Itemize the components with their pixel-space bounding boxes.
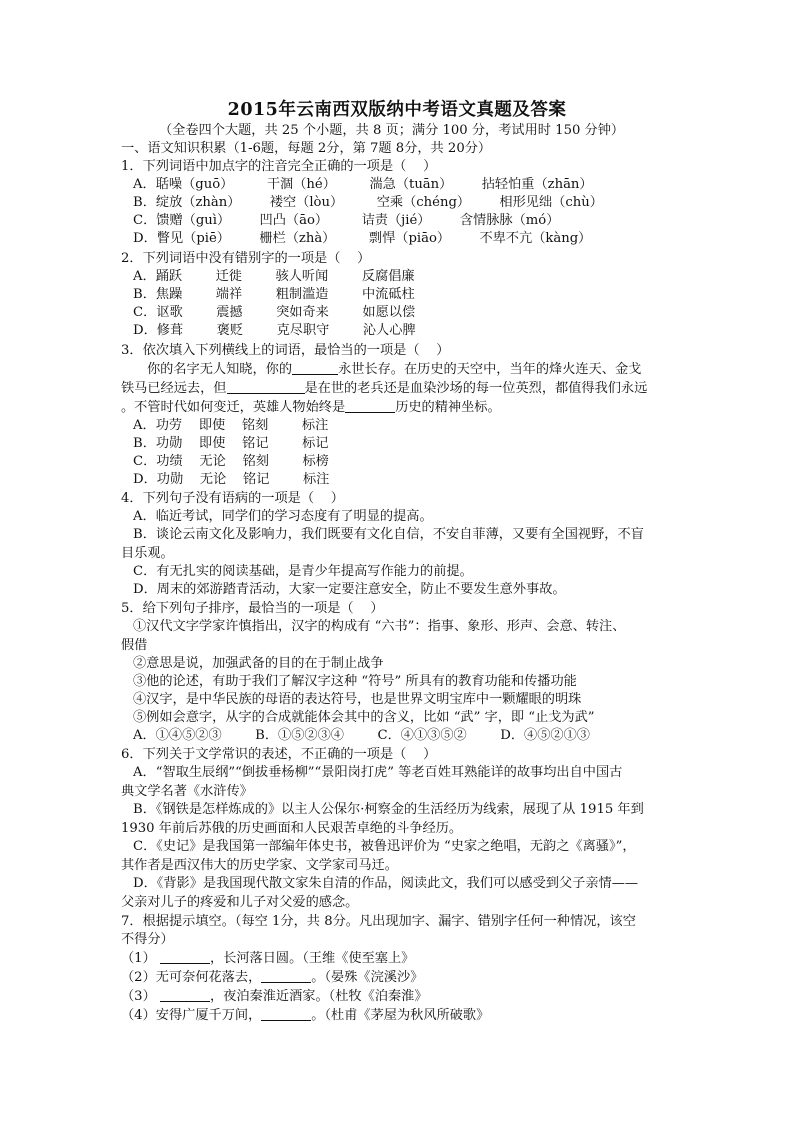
question-4-stem: 4．下列句子没有语病的一项是（ ）: [121, 491, 344, 506]
fill-blank[interactable]: [261, 1007, 311, 1021]
question-5-sentence-4: ④汉字，是中华民族的母语的表达符号，也是世界文明宝库中一颗耀眼的明珠: [133, 692, 582, 707]
question-3-option-c: C．功绩 无论 铭刻 标榜: [133, 454, 329, 469]
question-1-option-d: D．瞥见（piē） 栅栏（zhà） 剽悍（piāo） 不卑不亢（kàng）: [133, 231, 592, 246]
question-4-option-a: A．临近考试，同学们的学习态度有了明显的提高。: [133, 509, 433, 524]
passage-text: 你的名字无人知晓，你的: [147, 362, 293, 377]
question-2-stem: 2．下列词语中没有错别字的一项是（ ）: [121, 251, 371, 266]
question-3-option-d: D．功勋 无论 铭记 标注: [133, 472, 330, 487]
question-6-option-b-cont: 1930 年前后苏俄的历史画面和人民艰苦卓绝的斗争经历。: [121, 821, 463, 836]
question-5-sentence-1: ①汉代文字学家许慎指出，汉字的构成有 “六书”：指事、象形、形声、会意、转注、: [133, 619, 626, 634]
item-text: （3）: [121, 989, 156, 1004]
question-6-option-b: B．《钢铁是怎样炼成的》以主人公保尔·柯察金的生活经历为线索，展现了从 1915 年到: [133, 802, 644, 817]
question-1-option-b: B．绽放（zhàn） 褛空（lòu） 空乘（chéng） 相形见绌（chù）: [133, 195, 603, 210]
question-6-option-d-cont: 父亲对儿子的疼爱和儿子对父爱的感念。: [121, 895, 359, 910]
question-2-option-a: A．踊跃 迁徙 骇人听闻 反腐倡廉: [133, 269, 415, 284]
question-7-item-3: [121, 988, 428, 1005]
question-6-option-c-cont: 其作者是西汉伟大的历史学家、文学家司马迁。: [121, 858, 398, 873]
question-5-sentence-3: ③他的论述，有助于我们了解汉字这种 “符号” 所具有的教育功能和传播功能: [133, 674, 577, 689]
passage-text: 永世长存。在历史的天空中，当年的烽火连天、金戈: [338, 362, 642, 377]
question-5-sentence-5: ⑤例如会意字，从字的合成就能体会其中的含义，比如 “武” 字，即 “止戈为武”: [133, 710, 595, 725]
question-3-option-b: B．功勋 即使 铭记 标记: [133, 436, 329, 451]
item-text: 。（晏殊《浣溪沙》: [311, 970, 424, 985]
question-2-option-c: C．讴歌 震撼 突如奇来 如愿以偿: [133, 305, 416, 320]
question-4-option-c: C．有无扎实的阅读基础，是青少年提高写作能力的前提。: [133, 564, 473, 579]
question-1-stem: 1．下列词语中加点字的注音完全正确的一项是（ ）: [121, 159, 437, 174]
question-3-passage-line-1: [147, 361, 641, 378]
question-3-passage-line-2: [121, 380, 647, 397]
item-text: （2）无可奈何花落去，: [121, 970, 262, 985]
question-7-item-1: [121, 950, 414, 967]
fill-blank[interactable]: [227, 380, 305, 394]
page-title: 2015年云南西双版纳中考语文真题及答案: [227, 100, 567, 120]
question-2-option-d: D．修葺 褒贬 克尽职守 沁人心脾: [133, 323, 416, 338]
question-3-option-a: A．功劳 即使 铭刻 标注: [133, 418, 329, 433]
question-2-option-b: B．焦躁 端祥 粗制滥造 中流砥柱: [133, 287, 415, 302]
question-1-option-a: A．聒噪（guō） 干涸（hé） 湍急（tuān） 拈轻怕重（zhān）: [133, 177, 593, 192]
fill-blank[interactable]: [160, 950, 210, 964]
question-6-stem: 6．下列关于文学常识的表述，不正确的一项是（ ）: [121, 747, 437, 762]
question-4-option-b: B．谈论云南文化及影响力，我们既要有文化自信，不安自菲薄，又要有全国视野，不盲: [133, 527, 644, 542]
question-5-options: A．①④⑤②③ B．①⑤②③④ C．④①③⑤② D．④⑤②①③: [133, 728, 590, 743]
question-7-item-4: [121, 1007, 489, 1024]
question-3-passage-line-3: [121, 399, 501, 416]
fill-blank[interactable]: [160, 988, 210, 1002]
question-5-sentence-2: ②意思是说，加强武备的目的在于制止战争: [133, 656, 384, 671]
item-text: 。（杜甫《茅屋为秋风所破歌》: [311, 1008, 490, 1023]
exam-subtitle: （全卷四个大题，共 25 个小题，共 8 页；满分 100 分，考试用时 150 分钟）: [159, 123, 625, 138]
question-4-option-b-cont: 目乐观。: [121, 546, 174, 561]
passage-text: 铁马已经远去，但: [121, 381, 227, 396]
passage-text: 。不管时代如何变迁，英雄人物始终是: [121, 400, 346, 415]
question-7-stem-cont: 不得分）: [121, 932, 174, 947]
item-text: （4）安得广厦千万间，: [121, 1008, 262, 1023]
item-text: ，长河落日圆。（王维《使至塞上》: [209, 951, 415, 966]
item-text: ，夜泊秦淮近酒家。（杜牧《泊秦淮》: [209, 989, 428, 1004]
passage-text: 是在世的老兵还是血染沙场的每一位英烈，都值得我们永远: [304, 381, 648, 396]
question-6-option-d: D．《背影》是我国现代散文家朱自清的作品，阅读此文，我们可以感受到父子亲情——: [133, 876, 639, 891]
question-6-option-a-cont: 典文学名著《水浒传》: [121, 784, 253, 799]
question-5-stem: 5．给下列句子排序，最恰当的一项是（ ）: [121, 601, 384, 616]
question-3-stem: 3．依次填入下列横线上的词语，最恰当的一项是（ ）: [121, 343, 450, 358]
question-5-sentence-1-cont: 假借: [121, 638, 148, 653]
question-6-option-c: C．《史记》是我国第一部编年体史书，被鲁迅评价为 “史家之绝唱，无韵之《离骚》”，: [133, 839, 636, 854]
passage-text: 历史的精神坐标。: [395, 400, 501, 415]
item-text: （1）: [121, 951, 156, 966]
section-heading: 一、语文知识积累（1-6题，每题 2分，第 7题 8分，共 20分）: [121, 141, 492, 156]
question-6-option-a: A．“智取生辰纲”“倒拔垂杨柳”“景阳岗打虎” 等老百姓耳熟能详的故事均出自中国古: [133, 765, 623, 780]
question-7-stem: 7．根据提示填空。（每空 1分，共 8分。凡出现加字、漏字、错别字任何一种情况，该空: [121, 914, 636, 929]
fill-blank[interactable]: [345, 399, 395, 413]
question-7-item-2: [121, 969, 423, 986]
question-4-option-d: D．周末的郊游踏青活动，大家一定要注意安全，防止不要发生意外事故。: [133, 582, 566, 597]
fill-blank[interactable]: [292, 361, 338, 375]
fill-blank[interactable]: [261, 969, 311, 983]
question-1-option-c: C．馈赠（guì） 凹凸（āo） 诘责（jié） 含情脉脉（mó）: [133, 213, 560, 228]
